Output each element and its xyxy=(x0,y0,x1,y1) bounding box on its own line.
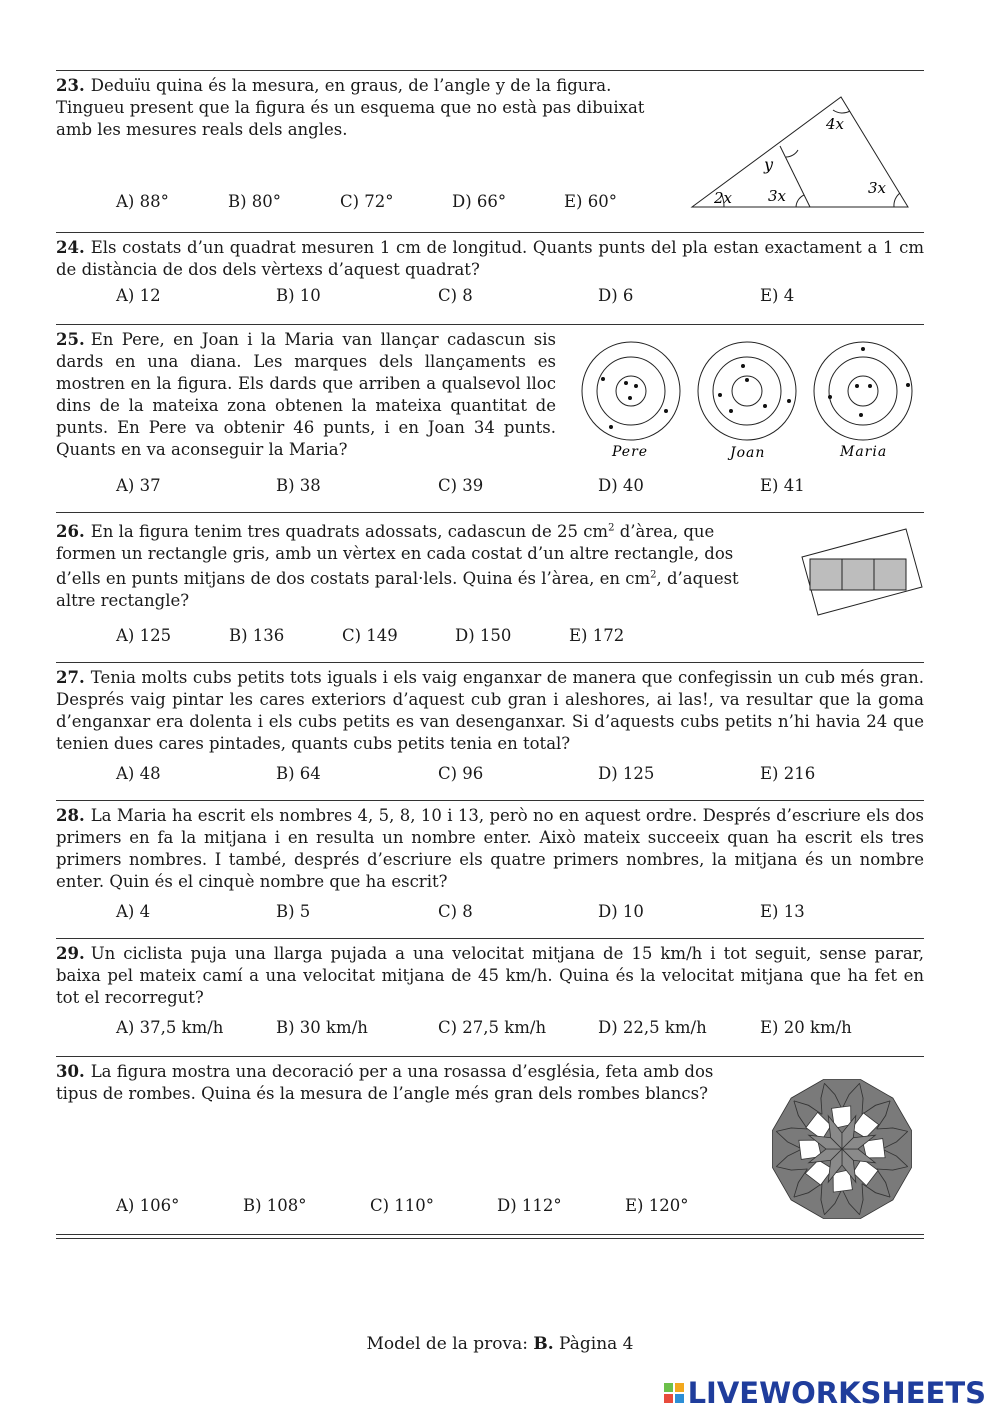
question-29 xyxy=(56,938,924,1057)
option-c[interactable]: C) 39 xyxy=(438,476,484,495)
question-text: Deduïu quina és la mesura, en graus, de l’angle y de la figura. Tingueu present que la figura és un esquema que no està pas dibuixat amb les mesures reals dels angles. xyxy=(56,76,645,139)
dartboards-figure xyxy=(580,339,926,463)
question-number: 29. xyxy=(56,944,85,963)
option-c[interactable]: C) 110° xyxy=(370,1196,435,1215)
option-a[interactable]: A) 106° xyxy=(116,1196,180,1215)
option-b[interactable]: B) 38 xyxy=(276,476,321,495)
question-28 xyxy=(56,800,924,939)
option-d[interactable]: D) 10 xyxy=(598,902,644,921)
option-b[interactable]: B) 10 xyxy=(276,286,321,305)
question-text: En Pere, en Joan i la Maria van llançar cadascun sis dards en una diana. Les marques dels llançaments es mostren en la figura. Els dards que arriben a qualsevol lloc dins de la mateixa zona obtenen la mateixa quantitat de punts. En Pere va obtenir 46 punts, i en Joan 34 punts. Quants en va aconseguir la Maria? xyxy=(56,330,556,459)
option-a[interactable]: A) 37 xyxy=(116,476,161,495)
question-25 xyxy=(56,324,924,513)
question-text: La Maria ha escrit els nombres 4, 5, 8, 10 i 13, però no en aquest ordre. Després d’escriure els dos primers en fa la mitjana i en resulta un nombre enter. Això mateix succeeix quan ha escrit els tres primers nombres. I també, després d’escriure els quatre primers nombres, la mitjana és un nombre enter. Quin és el cinquè nombre que ha escrit? xyxy=(56,806,924,891)
label-3x-inner: 3x xyxy=(768,187,787,205)
option-b[interactable]: B) 80° xyxy=(228,192,282,211)
option-d[interactable]: D) 22,5 km/h xyxy=(598,1018,707,1037)
dartboard-pere xyxy=(582,342,680,440)
question-number: 30. xyxy=(56,1062,85,1081)
option-c[interactable]: C) 27,5 km/h xyxy=(438,1018,547,1037)
option-e[interactable]: E) 20 km/h xyxy=(760,1018,852,1037)
liveworksheets-logo: LIVEWORKSHEETS xyxy=(664,1376,986,1410)
question-text: Un ciclista puja una llarga pujada a una velocitat mitjana de 15 km/h i tot seguit, sense parar, baixa pel mateix camí a una velocitat mitjana de 45 km/h. Quina és la velocitat mitjana que ha fet en tot el recorregut? xyxy=(56,944,924,1007)
question-number: 23. xyxy=(56,76,85,95)
label-y: y xyxy=(764,155,774,174)
option-b[interactable]: B) 64 xyxy=(276,764,321,783)
dartboard-joan xyxy=(698,342,796,440)
option-e[interactable]: E) 60° xyxy=(564,192,617,211)
logo-icon xyxy=(664,1383,684,1403)
option-b[interactable]: B) 30 km/h xyxy=(276,1018,368,1037)
question-number: 25. xyxy=(56,330,85,349)
option-a[interactable]: A) 4 xyxy=(116,902,151,921)
answer-options xyxy=(116,1196,705,1215)
option-c[interactable]: C) 96 xyxy=(438,764,484,783)
option-e[interactable]: E) 4 xyxy=(760,286,795,305)
answer-options xyxy=(116,764,840,783)
answer-options xyxy=(116,902,840,921)
answer-options xyxy=(116,192,676,211)
question-number: 27. xyxy=(56,668,85,687)
option-e[interactable]: E) 41 xyxy=(760,476,805,495)
dartboard-maria xyxy=(814,342,912,440)
question-number: 26. xyxy=(56,521,85,541)
rosette-figure xyxy=(768,1075,916,1223)
option-a[interactable]: A) 125 xyxy=(116,626,172,645)
option-e[interactable]: E) 13 xyxy=(760,902,805,921)
question-30 xyxy=(56,1056,924,1233)
option-e[interactable]: E) 172 xyxy=(569,626,625,645)
option-b[interactable]: B) 5 xyxy=(276,902,311,921)
option-d[interactable]: D) 125 xyxy=(598,764,655,783)
page-footer: Model de la prova: B. Pàgina 4 xyxy=(366,1334,634,1354)
option-a[interactable]: A) 88° xyxy=(116,192,169,211)
option-a[interactable]: A) 12 xyxy=(116,286,161,305)
option-d[interactable]: D) 66° xyxy=(452,192,507,211)
question-text: Tenia molts cubs petits tots iguals i els vaig enganxar de manera que confegissin un cub més gran. Després vaig pintar les cares exteriors d’aquest cub gran i aleshores, ai las!, va resultar que la goma d’enganxar era dolenta i els cubs petits es van desenganxar. Si d’aquests cubs petits n’hi havia 24 que tenien dues cares pintades, quants cubs petits tenia en total? xyxy=(56,668,924,753)
question-number: 28. xyxy=(56,806,85,825)
question-27 xyxy=(56,662,924,801)
option-e[interactable]: E) 216 xyxy=(760,764,816,783)
option-c[interactable]: C) 149 xyxy=(342,626,398,645)
option-a[interactable]: A) 37,5 km/h xyxy=(116,1018,224,1037)
option-a[interactable]: A) 48 xyxy=(116,764,161,783)
option-b[interactable]: B) 136 xyxy=(229,626,285,645)
option-c[interactable]: C) 72° xyxy=(340,192,394,211)
question-26 xyxy=(56,512,924,663)
label-3x-outer: 3x xyxy=(868,179,887,197)
answer-options xyxy=(116,1018,860,1037)
label-4x: 4x xyxy=(826,115,845,133)
option-d[interactable]: D) 112° xyxy=(497,1196,562,1215)
label-pere: Pere xyxy=(612,444,649,460)
answer-options xyxy=(116,286,840,305)
question-text: En la figura tenim tres quadrats adossats, cadascun de 25 $cm^2$ d’àrea, que formen un rectangle gris, amb un vèrtex en cada costat d’un altre rectangle, dos d’ells en punts mitjans de dos costats paral·lels. Quina és l’àrea, en $cm^2$, d’aquest altre rectangle? xyxy=(56,521,739,610)
question-24 xyxy=(56,232,924,325)
option-b[interactable]: B) 108° xyxy=(243,1196,307,1215)
option-d[interactable]: D) 6 xyxy=(598,286,634,305)
answer-options xyxy=(116,476,840,495)
answer-options xyxy=(116,626,649,645)
option-c[interactable]: C) 8 xyxy=(438,902,473,921)
triangle-figure xyxy=(686,89,918,211)
question-text: La figura mostra una decoració per a una rosassa d’església, feta amb dos tipus de rombes. Quina és la mesura de l’angle més gran dels rombes blancs? xyxy=(56,1062,714,1103)
label-2x: 2x xyxy=(714,189,733,207)
question-text: Els costats d’un quadrat mesuren 1 cm de longitud. Quants punts del pla estan exactament a 1 cm de distància de dos dels vèrtexs d’aquest quadrat? xyxy=(56,238,924,279)
question-23 xyxy=(56,70,924,233)
question-number: 24. xyxy=(56,238,85,257)
option-e[interactable]: E) 120° xyxy=(625,1196,689,1215)
label-maria: Maria xyxy=(840,444,888,460)
option-d[interactable]: D) 40 xyxy=(598,476,644,495)
page-end-rule xyxy=(56,1234,924,1239)
option-d[interactable]: D) 150 xyxy=(455,626,512,645)
option-c[interactable]: C) 8 xyxy=(438,286,473,305)
rectangles-figure xyxy=(800,527,924,623)
label-joan: Joan xyxy=(730,445,766,461)
